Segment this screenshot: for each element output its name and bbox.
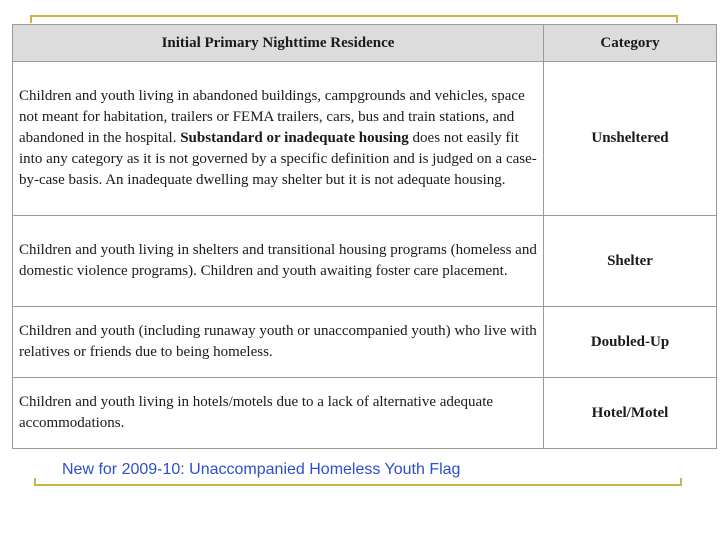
description-text: does not easily fit into any category as it is not governed by a specific definition and is judged on a case-by-case basis. An inadequate dwelling may shelter but it is not adequate housing. bbox=[19, 130, 537, 188]
header-residence: Initial Primary Nighttime Residence bbox=[13, 25, 544, 62]
description-emphasis: Substandard or inadequate housing bbox=[180, 130, 409, 146]
residence-description: Children and youth living in shelters and transitional housing programs (homeless and domestic violence programs). Children and youth awaiting foster care placement. bbox=[13, 216, 544, 307]
category-cell: Doubled-Up bbox=[544, 307, 717, 378]
bottom-rule-tick-left bbox=[34, 478, 36, 486]
top-rule bbox=[30, 15, 678, 17]
table-row bbox=[13, 216, 717, 307]
category-cell: Shelter bbox=[544, 216, 717, 307]
footnote-new-flag: New for 2009-10: Unaccompanied Homeless Youth Flag bbox=[62, 461, 461, 478]
top-rule-tick-left bbox=[30, 15, 32, 23]
top-rule-tick-right bbox=[676, 15, 678, 23]
residence-description bbox=[13, 62, 544, 216]
residence-description: Children and youth living in hotels/motels due to a lack of alternative adequate accommodations. bbox=[13, 378, 544, 449]
category-cell: Hotel/Motel bbox=[544, 378, 717, 449]
header-category: Category bbox=[544, 25, 717, 62]
residence-description: Children and youth (including runaway youth or unaccompanied youth) who live with relatives or friends due to being homeless. bbox=[13, 307, 544, 378]
table-header-row bbox=[13, 25, 717, 62]
table-row bbox=[13, 307, 717, 378]
category-cell: Unsheltered bbox=[544, 62, 717, 216]
description-text: Children and youth living in abandoned buildings, campgrounds and vehicles, space not meant for habitation, trailers or FEMA trailers, cars, bus and train stations, and abandoned in the hospital. bbox=[19, 88, 525, 146]
bottom-rule bbox=[34, 484, 682, 486]
table-row bbox=[13, 378, 717, 449]
table-row bbox=[13, 62, 717, 216]
residence-category-table bbox=[12, 24, 717, 449]
bottom-rule-tick-right bbox=[680, 478, 682, 486]
